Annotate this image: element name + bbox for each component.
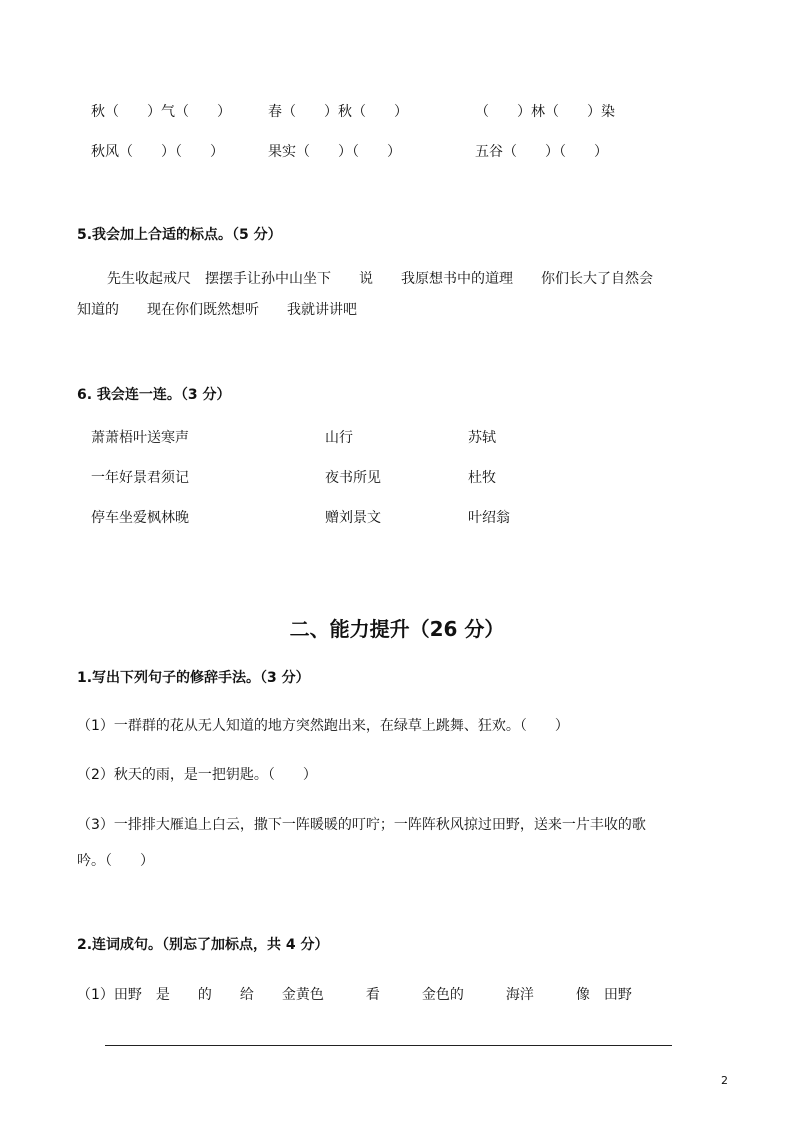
s2q1-item-3-line-1: （3）一排排大雁追上白云，撒下一阵暖暖的叮咛；一阵阵秋风掠过田野，送来一片丰收的歌 [77, 817, 646, 833]
poem-line-3: 停车坐爱枫林晚 [91, 510, 189, 526]
q5-passage-line-1: 先生收起戒尺 摆摆手让孙中山坐下 说 我原想书中的道理 你们长大了自然会 [107, 271, 653, 287]
section-2-title: 二、能力提升（26 分） [289, 617, 505, 641]
poem-title-2: 夜书所见 [325, 470, 381, 486]
poem-title-3: 赠刘景文 [325, 510, 381, 526]
q5-heading: 5.我会加上合适的标点。（5 分） [77, 227, 282, 243]
poem-line-1: 萧萧梧叶送寒声 [91, 430, 189, 446]
fill-row-1-col-3: （ ）林（ ）染 [475, 104, 615, 120]
fill-row-2-col-1: 秋风（ ）（ ） [91, 144, 224, 160]
fill-row-2-col-2: 果实（ ）（ ） [268, 144, 401, 160]
poem-title-1: 山行 [325, 430, 353, 446]
fill-row-1-col-2: 春（ ）秋（ ） [268, 104, 408, 120]
s2q1-item-1: （1）一群群的花从无人知道的地方突然跑出来，在绿草上跳舞、狂欢。（ ） [77, 718, 569, 734]
poet-2: 杜牧 [468, 470, 496, 486]
s2q2-heading: 2.连词成句。（别忘了加标点，共 4 分） [77, 937, 329, 953]
fill-row-1-col-1: 秋（ ）气（ ） [91, 104, 231, 120]
s2q1-item-2: （2）秋天的雨，是一把钥匙。（ ） [77, 767, 317, 783]
fill-row-2-col-3: 五谷（ ）（ ） [475, 144, 608, 160]
poem-line-2: 一年好景君须记 [91, 470, 189, 486]
poet-3: 叶绍翁 [468, 510, 510, 526]
q5-passage-line-2: 知道的 现在你们既然想听 我就讲讲吧 [77, 302, 357, 318]
s2q2-item-1: （1）田野 是 的 给 金黄色 看 金色的 海洋 像 田野 [77, 987, 632, 1003]
s2q1-heading: 1.写出下列句子的修辞手法。（3 分） [77, 670, 310, 686]
poet-1: 苏轼 [468, 430, 496, 446]
q6-heading: 6. 我会连一连。（3 分） [77, 387, 231, 403]
page-number: 2 [721, 1074, 728, 1087]
s2q1-item-3-line-2: 吟。（ ） [77, 853, 154, 869]
answer-line [105, 1045, 672, 1046]
